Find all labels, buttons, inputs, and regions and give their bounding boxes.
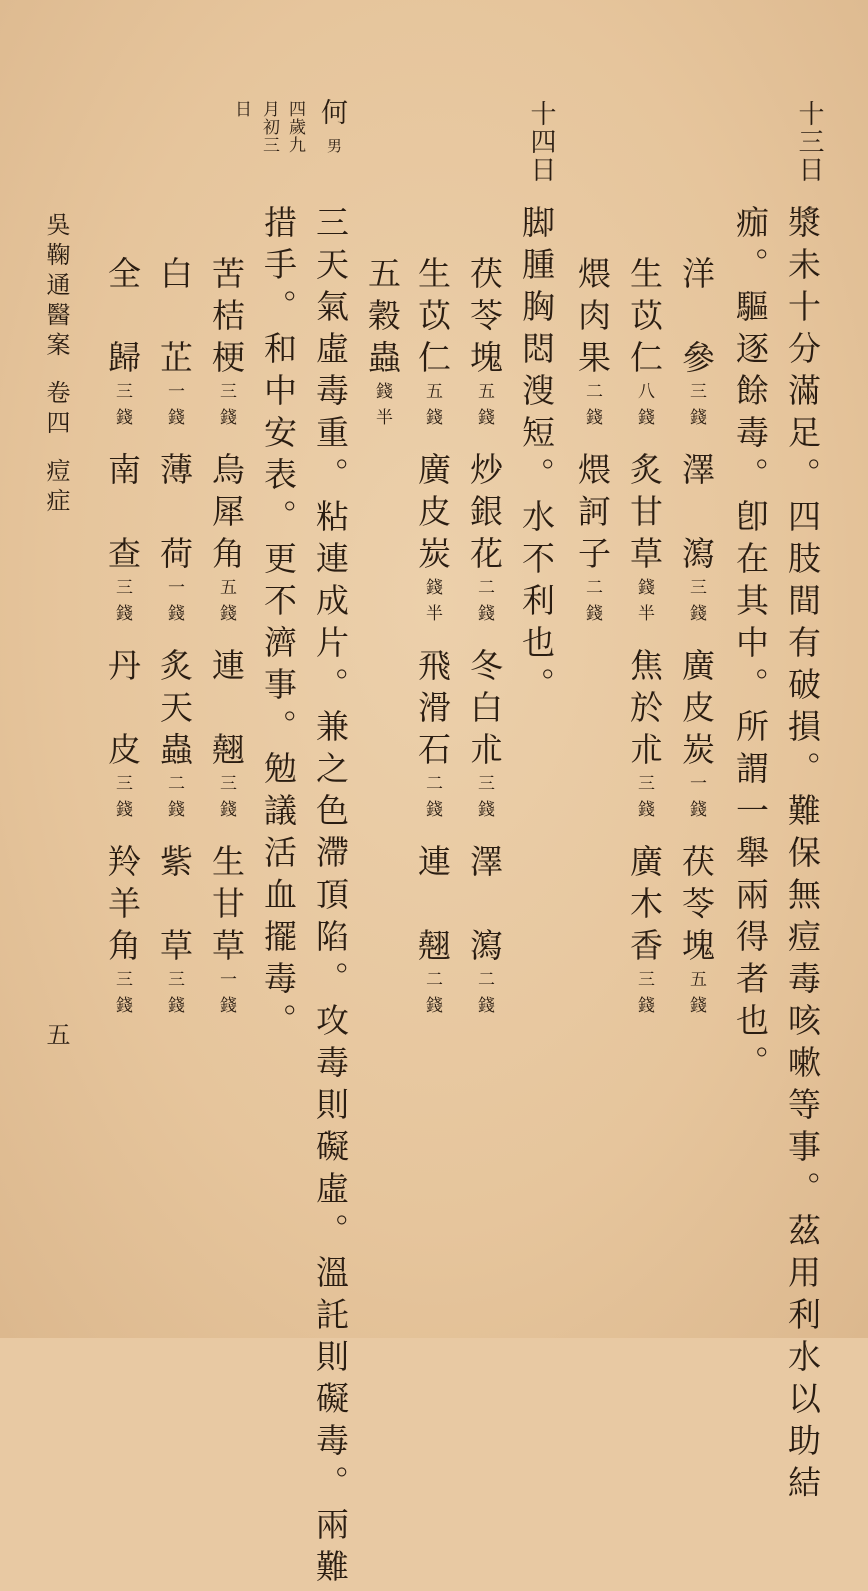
day13-rx-row1: 洋 參三錢澤 瀉三錢廣皮炭一錢茯苓塊五錢 [677, 256, 716, 1022]
case-text-line2: 措手。和中安表。更不濟事。勉議活血擺毒。 [259, 205, 298, 1045]
date-day14: 十四日 [526, 100, 556, 184]
volume-label: 卷四 [42, 380, 70, 440]
case-date-a: 月初三 [259, 100, 279, 154]
patient-name: 何 [316, 98, 347, 125]
day14-rx-row1: 茯苓塊五錢炒銀花二錢冬白朮三錢澤 瀉二錢 [465, 256, 504, 1022]
case-date-b: 日 [231, 100, 251, 118]
book-title: 吳鞠通醫案 [42, 212, 70, 362]
day13-text-line2: 痂。驅逐餘毒。卽在其中。所謂一舉兩得者也。 [731, 205, 770, 1087]
page-number: 五 [42, 1022, 70, 1046]
case-rx-row2: 白 芷一錢薄 荷一錢炙天蟲二錢紫 草三錢 [155, 256, 194, 1022]
case-rx-row3: 全 歸三錢南 查三錢丹 皮三錢羚羊角三錢 [103, 256, 142, 1022]
patient-sex: 男 [325, 138, 343, 154]
day14-rx-row3: 五穀蟲錢半 [363, 256, 402, 434]
case-text-line1: 三天氣虛毒重。粘連成片。兼之色滯頂陷。攻毒則礙虛。溫託則礙毒。兩難 [311, 205, 350, 1591]
day13-rx-row3: 煨肉果二錢煨訶子二錢 [573, 256, 612, 630]
day13-text-line1: 漿未十分滿足。四肢間有破損。難保無痘毒咳嗽等事。茲用利水以助結 [783, 205, 822, 1507]
section-label: 痘症 [42, 458, 70, 518]
day14-text-line1: 脚腫胸悶溲短。水不利也。 [517, 205, 556, 709]
patient-age: 四歲九 [285, 100, 305, 154]
case-rx-row1: 苦桔梗三錢烏犀角五錢連 翹三錢生甘草一錢 [207, 256, 246, 1022]
date-day13: 十三日 [794, 100, 824, 184]
day13-rx-row2: 生苡仁八錢炙甘草錢半焦於朮三錢廣木香三錢 [625, 256, 664, 1022]
margin-header [44, 212, 68, 518]
day14-rx-row2: 生苡仁五錢廣皮炭錢半飛滑石二錢連 翹二錢 [413, 256, 452, 1022]
